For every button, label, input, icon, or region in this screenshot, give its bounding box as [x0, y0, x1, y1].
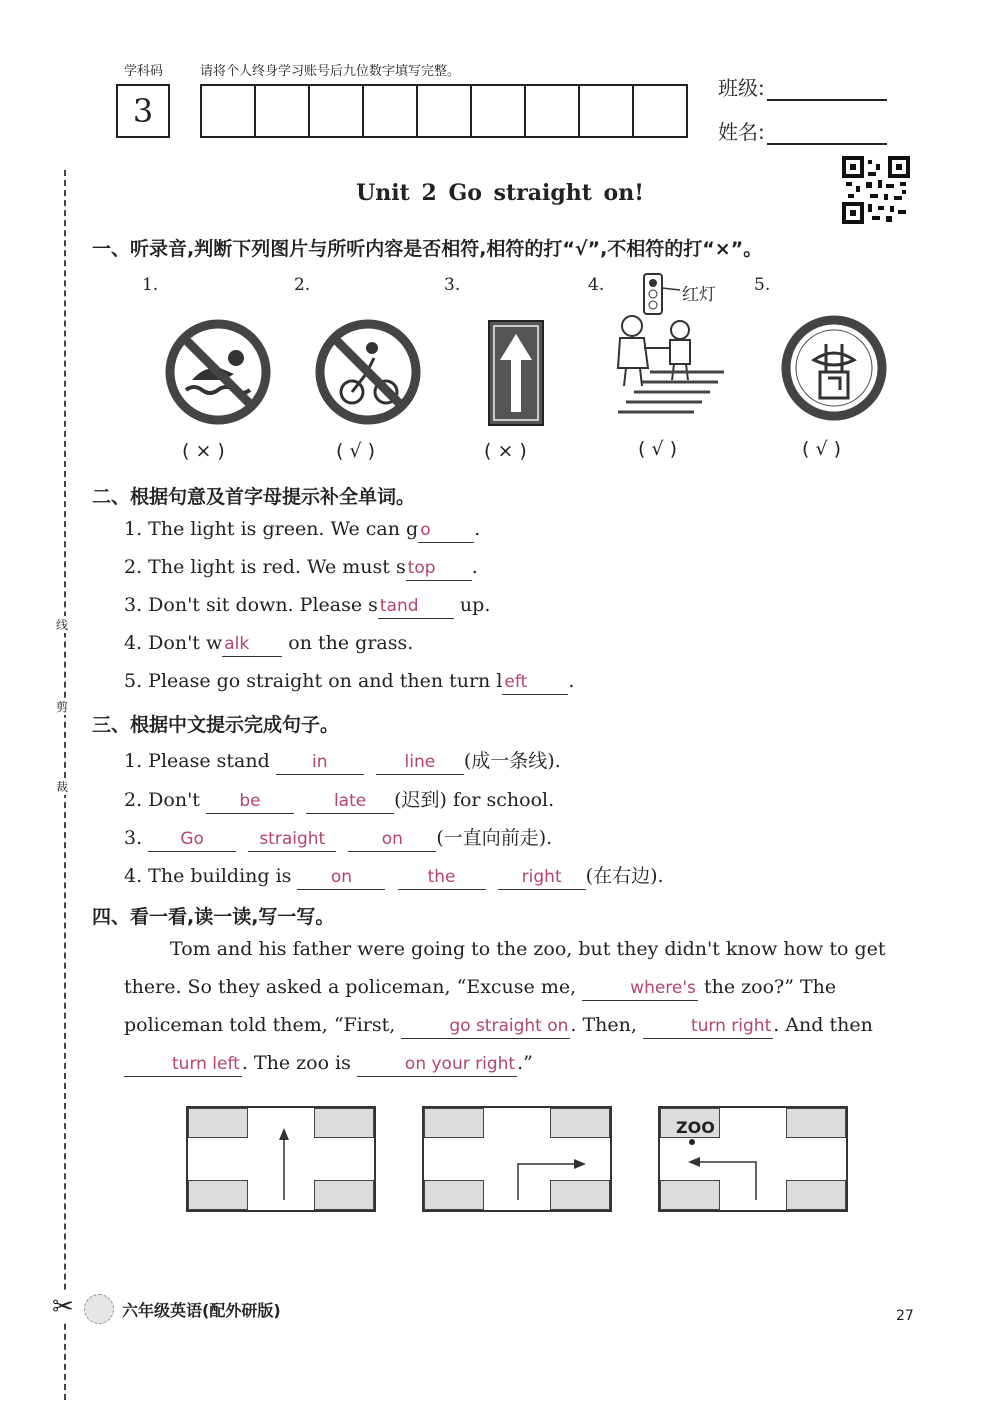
section1-heading: 一、听录音,判断下列图片与所听内容是否相符,相符的打“√”,不相符的打“×”。 [92, 238, 763, 260]
answer-mark: ( √ ) [638, 438, 678, 460]
fill-question [124, 594, 490, 619]
section4-heading: 四、看一看,读一读,写一写。 [92, 906, 335, 928]
answer-blank[interactable]: be [206, 791, 294, 814]
passage-text: . Then, [570, 1014, 643, 1036]
answer-mark: ( √ ) [802, 438, 842, 460]
class-field[interactable] [718, 72, 887, 101]
digit-box[interactable] [580, 86, 634, 136]
passage-text: . And then [773, 1014, 873, 1036]
question-text: 3. [124, 827, 149, 849]
question-text: . [471, 556, 478, 578]
digit-box[interactable] [418, 86, 472, 136]
route-map-left-zoo [658, 1106, 848, 1212]
answer-blank[interactable]: eft [502, 672, 568, 695]
translate-question [124, 785, 554, 814]
arrow-turn-left-icon [660, 1108, 846, 1210]
answer-blank[interactable]: the [398, 867, 486, 890]
answer-blank[interactable]: alk [222, 634, 282, 657]
question-text: (迟到) for school. [394, 789, 555, 811]
question-text: 4. The building is [124, 865, 298, 887]
digit-box[interactable] [256, 86, 310, 136]
question-text: . [568, 670, 575, 692]
quiet-sign-icon [780, 314, 888, 422]
fill-question [124, 632, 413, 657]
arrow-up-icon [188, 1108, 374, 1210]
question-text: 2. Don't [124, 789, 206, 811]
reading-passage [124, 930, 914, 1082]
section2-heading: 二、根据句意及首字母提示补全单词。 [92, 486, 416, 508]
scissors-icon: ✂ [52, 1292, 74, 1322]
page-title: Unit 2 Go straight on! [356, 180, 644, 206]
question-text: up. [453, 594, 491, 616]
question-text: 2. The light is red. We must s [124, 556, 406, 578]
digit-box[interactable] [526, 86, 580, 136]
route-map-right [422, 1106, 612, 1212]
red-light-callout: 红灯 [682, 285, 716, 305]
question-text: 5. Please go straight on and then turn l [124, 670, 503, 692]
translate-question [124, 861, 664, 890]
answer-blank[interactable]: turn right [643, 1016, 773, 1039]
answer-blank[interactable]: straight [248, 829, 336, 852]
question-text: (在右边). [585, 865, 664, 887]
page-number: 27 [896, 1308, 914, 1324]
digit-box[interactable] [202, 86, 256, 136]
answer-blank[interactable]: line [376, 752, 464, 775]
account-number-boxes[interactable] [200, 84, 688, 138]
digit-box[interactable] [634, 86, 686, 136]
answer-blank[interactable]: late [306, 791, 394, 814]
question-text: (成一条线). [463, 750, 561, 772]
question-text: 3. Don't sit down. Please s [124, 594, 378, 616]
passage-text: . The zoo is [241, 1052, 357, 1074]
item-number: 3. [444, 275, 461, 295]
fill-question [124, 670, 574, 695]
passage-text: .” [517, 1052, 533, 1074]
straight-arrow-sign-icon [488, 320, 544, 426]
passage-text: Tom and his father were going to the zoo, but they didn't know how to get there. So they asked a policeman, “Excuse me, [124, 938, 886, 998]
answer-blank[interactable]: o [418, 520, 474, 543]
zoo-label: ZOO [676, 1118, 715, 1137]
question-text: 1. Please stand [124, 750, 276, 772]
account-instruction: 请将个人终身学习账号后九位数字填写完整。 [200, 64, 461, 79]
answer-blank[interactable]: turn left [124, 1054, 242, 1077]
item-number: 4. [588, 275, 605, 295]
answer-blank[interactable]: where's [582, 978, 698, 1001]
answer-blank[interactable]: top [406, 558, 472, 581]
translate-question [124, 823, 552, 852]
name-label: 姓名: [718, 120, 765, 144]
answer-mark: ( √ ) [336, 440, 376, 462]
digit-box[interactable] [364, 86, 418, 136]
answer-mark: ( × ) [182, 440, 225, 462]
section3-heading: 三、根据中文提示完成句子。 [92, 714, 340, 736]
route-map-straight [186, 1106, 376, 1212]
answer-mark: ( × ) [484, 440, 527, 462]
cut-label: 剪 [56, 700, 69, 714]
item-number: 1. [142, 275, 159, 295]
no-swimming-sign-icon [164, 318, 272, 426]
footer-badge-icon [84, 1294, 114, 1324]
fill-question [124, 518, 480, 543]
subject-code-box: 3 [116, 84, 170, 138]
answer-blank[interactable]: tand [378, 596, 454, 619]
question-text: (一直向前走). [436, 827, 553, 849]
class-label: 班级: [718, 76, 765, 100]
item-number: 5. [754, 275, 771, 295]
name-field[interactable] [718, 116, 887, 145]
no-cycling-sign-icon [314, 318, 422, 426]
answer-blank[interactable]: Go [148, 829, 236, 852]
passage-text: the zoo?” The policeman told them, “First, [124, 976, 837, 1036]
question-text: on the grass. [282, 632, 414, 654]
digit-box[interactable] [472, 86, 526, 136]
answer-blank[interactable]: on [348, 829, 436, 852]
question-text: 1. The light is green. We can g [124, 518, 419, 540]
subject-code-label: 学科码 [124, 64, 164, 79]
translate-question [124, 746, 561, 775]
answer-blank[interactable]: on [297, 867, 385, 890]
item-number: 2. [294, 275, 311, 295]
question-text: 4. Don't w [124, 632, 223, 654]
cut-label: 裁 [56, 780, 69, 794]
cut-label: 线 [56, 618, 69, 632]
question-text: . [474, 518, 481, 540]
fill-question [124, 556, 478, 581]
answer-blank[interactable]: right [498, 867, 586, 890]
footer-book-title: 六年级英语(配外研版) [122, 1301, 281, 1320]
answer-blank[interactable]: in [276, 752, 364, 775]
digit-box[interactable] [310, 86, 364, 136]
answer-blank[interactable]: go straight on [401, 1016, 570, 1039]
answer-blank[interactable]: on your right [357, 1054, 517, 1077]
arrow-turn-right-icon [424, 1108, 610, 1210]
